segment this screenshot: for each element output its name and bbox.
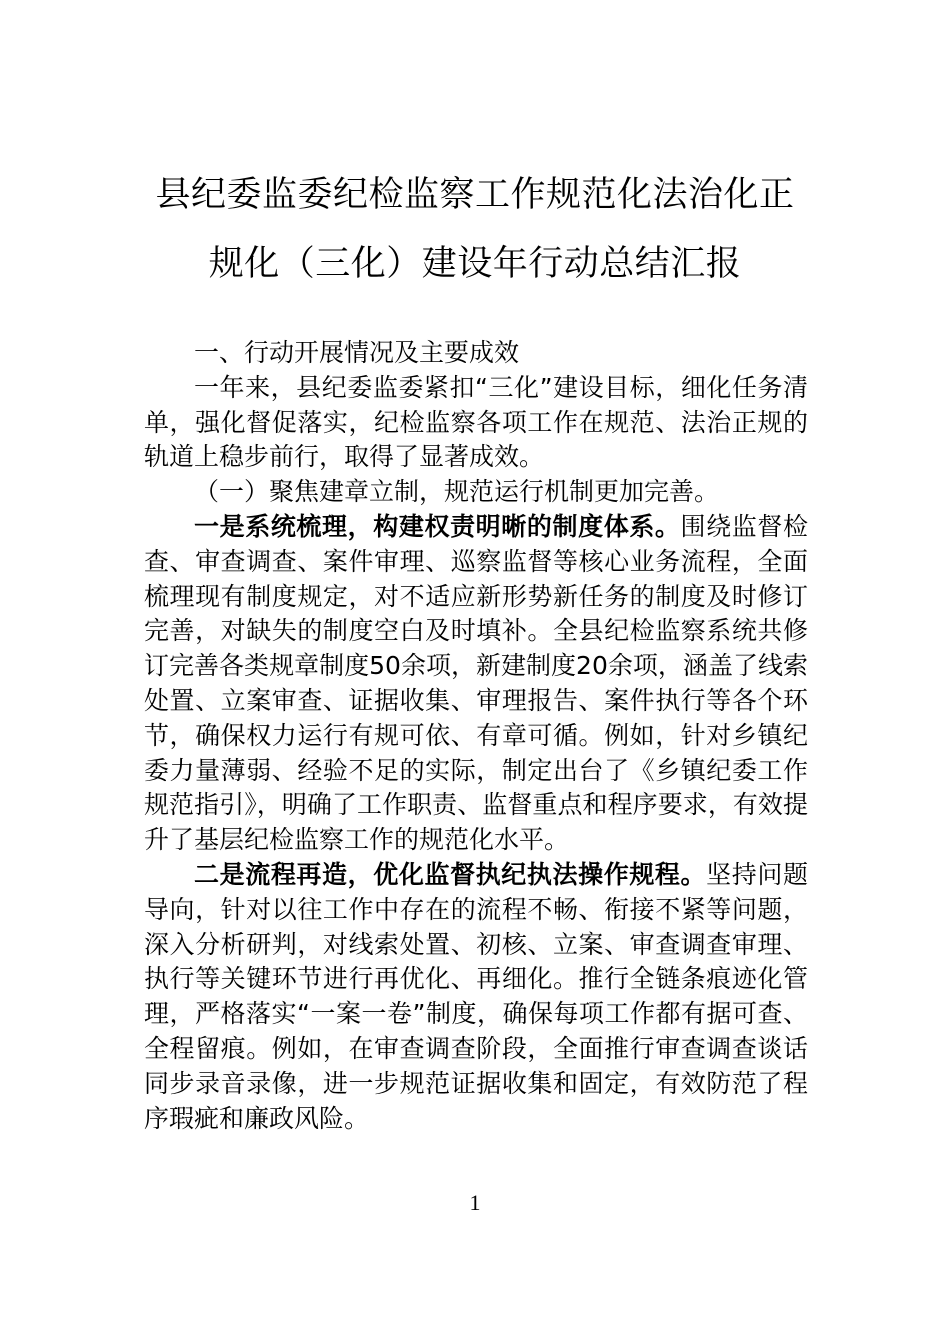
intro-paragraph: 一年来，县纪委监委紧扣“三化”建设目标，细化任务清单，强化督促落实，纪检监察各项工作在规范、法治正规的轨道上稳步前行，取得了显著成效。 <box>144 372 808 472</box>
document-title-line-2: 规化（三化）建设年行动总结汇报 <box>208 244 742 284</box>
subsection-heading: （一）聚焦建章立制，规范运行机制更加完善。 <box>194 477 720 507</box>
point-2-paragraph <box>144 858 808 1136</box>
point-1-paragraph <box>144 510 808 858</box>
document-body <box>144 336 808 1136</box>
document-title-line-1: 县纪委监委纪检监察工作规范化法治化正 <box>155 175 795 215</box>
section-heading: 一、行动开展情况及主要成效 <box>194 338 520 367</box>
point-2-text: 坚持问题导向，针对以往工作中存在的流程不畅、衔接不紧等问题，深入分析研判，对线索处置、初核、立案、审查调查审理、执行等关键环节进行再优化、再细化。推行全链条痕迹化管理，严格落实“一案一卷”制度，确保每项工作都有据可查、全程留痕。例如，在审查调查阶段，全面推行审查调查谈话同步录音录像，进一步规范证据收集和固定，有效防范了程序瑕疵和廉政风险。 <box>144 859 808 1133</box>
page-number: 1 <box>469 1190 481 1215</box>
point-2-lead: 二是流程再造，优化监督执纪执法操作规程。 <box>194 859 707 889</box>
point-1-text: 围绕监督检查、审查调查、案件审理、巡察监督等核心业务流程，全面梳理现有制度规定，对不适应新形势新任务的制度及时修订完善，对缺失的制度空白及时填补。全县纪检监察系统共修订完善各类规章制度50余项，新建制度20余项，涵盖了线索处置、立案审查、证据收集、审理报告、案件执行等各个环节，确保权力运行有规可依、有章可循。例如，针对乡镇纪委力量薄弱、经验不足的实际，制定出台了《乡镇纪委工作规范指引》，明确了工作职责、监督重点和程序要求，有效提升了基层纪检监察工作的规范化水平。 <box>144 511 808 855</box>
point-1-lead: 一是系统梳理，构建权责明晰的制度体系。 <box>194 511 681 541</box>
